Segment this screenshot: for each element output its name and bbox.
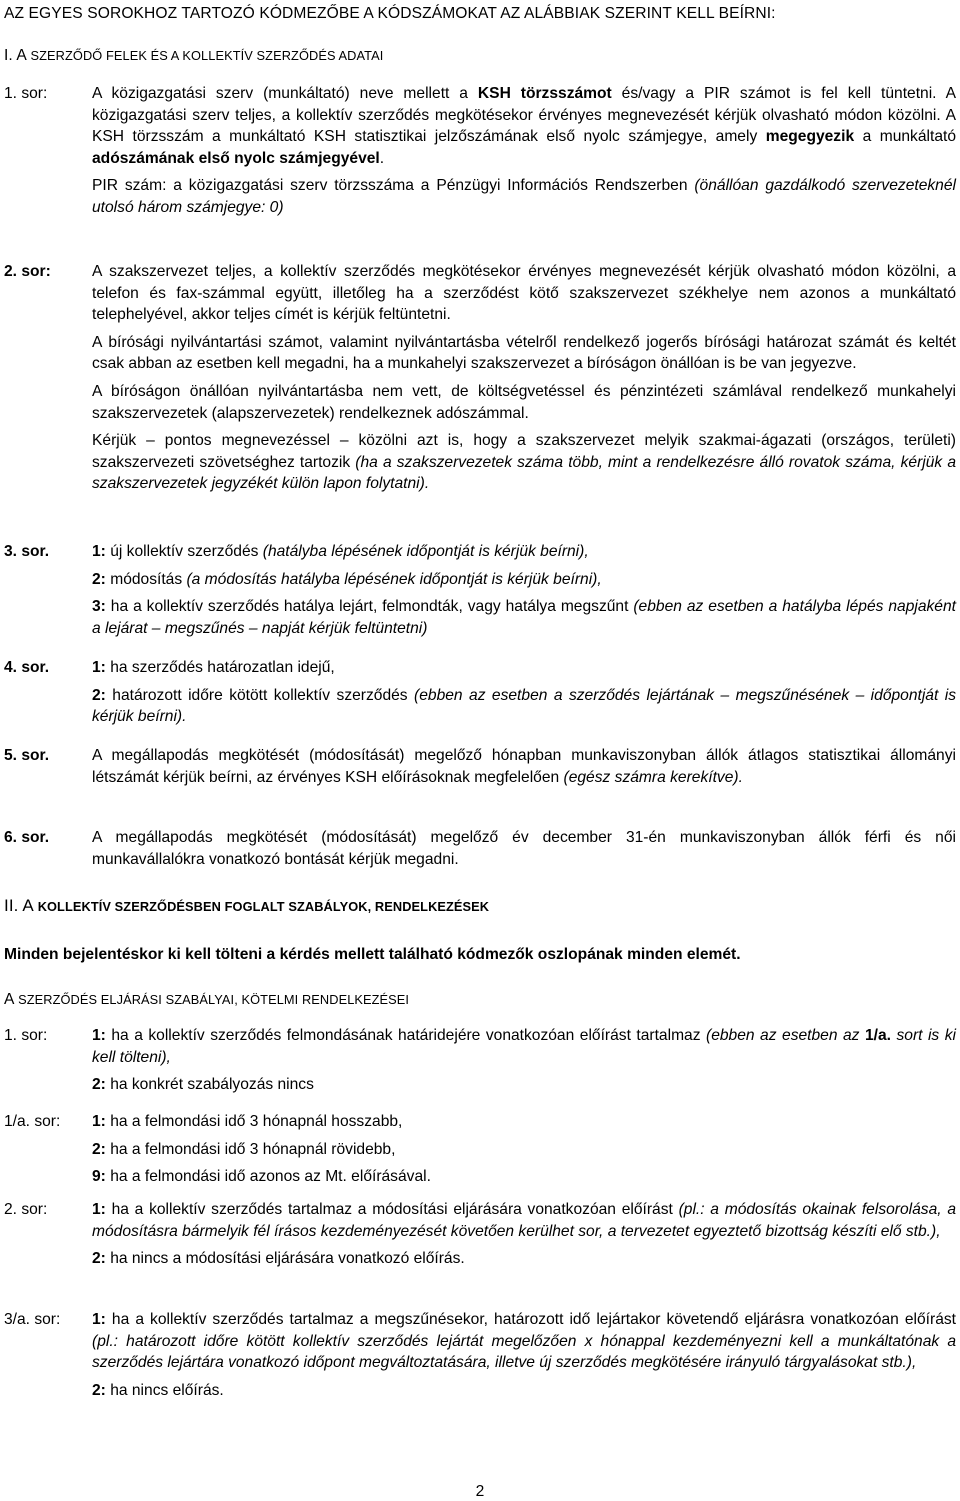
section-2-rest: KOLLEKTÍV SZERZŐDÉSBEN FOGLALT SZABÁLYOK, RENDELKEZÉSEK (37, 899, 490, 914)
section-2-row-2-option-2: 2: ha nincs a módosítási eljárására vonatkozó előírás. (92, 1250, 465, 1268)
row-2-paragraph-2: A bírósági nyilvántartási számot, valamint nyilvántartásba vételről rendelkező jogerős bírósági határozat számát és keltét csak abban az esetben kell megadni, ha a munkahelyi szakszervezet a bíróságon önállóan is be van jegyezve. (92, 333, 956, 373)
section-1-title (4, 46, 956, 66)
section-2-row-1-option-2: 2: ha konkrét szabályozás nincs (92, 1076, 314, 1094)
section-2-instruction-text: Minden bejelentéskor ki kell tölteni a kérdés mellett található kódmezők oszlopának minden elemét. (4, 946, 741, 963)
section-2-row-3a-option-2: 2: ha nincs előírás. (92, 1381, 224, 1399)
section-2-row-2-option-1: 1: ha a kollektív szerződés tartalmaz a módosítási eljárására vonatkozóan előírást (pl.: a módosítás okainak felsorolása, a módosításra bármelyik fél írásos kezdeményezését követően kerülhet sor, a tervezetet egyeztető bizottság készíti elő stb.), (92, 1201, 956, 1240)
row-5-paragraph: A megállapodás megkötését (módosítását) megelőző hónapban munkaviszonyban állók átlagos statisztikai állományi létszámát kérjük beírni, az érvényes KSH előírásoknak megfelelően (egész számra kerekítve). (92, 747, 956, 786)
section-2-row-1a-option-1: 1: ha a felmondási idő 3 hónapnál hosszabb, (92, 1113, 403, 1130)
row-4-label: 4. sor. (4, 659, 50, 676)
section-2-title (4, 896, 956, 917)
row-3-option-2: 2: módosítás (a módosítás hatályba lépésének időpontját is kérjük beírni), (92, 570, 602, 588)
row-5-label: 5. sor. (4, 747, 50, 764)
section-2-row-2-body (92, 1199, 956, 1270)
subsection-rest: SZERZŐDÉS ELJÁRÁSI SZABÁLYAI, KÖTELMI RENDELKEZÉSEI (18, 992, 410, 1007)
row-2-paragraph-1: A szakszervezet teljes, a kollektív szerződés megkötésekor érvényes megnevezését kérjük olvasható módon közölni, a telefon és fax-számmal együtt, illetőleg ha a szerződést kötő szakszervezet székhelye nem azonos a munkáltató telephelyével, akkor teljes címét is kérjük feltüntetni. (92, 263, 956, 324)
subsection-title (4, 990, 956, 1010)
row-1-paragraph-2: PIR szám: a közigazgatási szerv törzsszáma a Pénzügyi Információs Rendszerben (önállóan gazdálkodó szervezeteknél utolsó három számjegye: 0) (92, 177, 956, 216)
subsection-prefix: A (4, 991, 19, 1008)
section-2-row-1a-body (92, 1111, 956, 1188)
row-3-label: 3. sor. (4, 543, 50, 560)
row-3-option-3: 3: ha a kollektív szerződés hatálya lejárt, felmondták, vagy hatálya megszűnt (ebben az esetben a hatályba lépés napjaként a lejárat – megszűnés – napját kérjük feltüntetni) (92, 598, 956, 637)
row-2-paragraph-3: A bíróságon önállóan nyilvántartásba nem vett, de költségvetéssel és pénzintézeti számlával rendelkező munkahelyi szakszervezetek (alapszervezetek) rendelkeznek adószámmal. (92, 382, 956, 422)
row-4-option-2: 2: határozott időre kötött kollektív szerződés (ebben az esetben a szerződés lejártának – megszűnésének – időpontját is kérjük beírni). (92, 686, 956, 726)
row-1-paragraph-1: A közigazgatási szerv (munkáltató) neve mellett a KSH törzsszámot és/vagy a PIR számot is fel kell tüntetni. A közigazgatási szerv teljes, a kollektív szerződés megkötésekor érvényes megnevezését kérjük olvasható módon közölni. A KSH törzsszám a munkáltató KSH statisztikai jelzőszámának első nyolc számjegye, amely megegyezik a munkáltató adószámának első nyolc számjegyével. (92, 85, 956, 167)
row-3-body (92, 541, 956, 639)
row-1-label: 1. sor: (4, 85, 48, 102)
instruction-header (4, 4, 956, 24)
row-2-paragraph-4: Kérjük – pontos megnevezéssel – közölni azt is, hogy a szakszervezet melyik szakmai-ágazati (országos, területi) szakszervezeti szövetséghez tartozik (ha a szakszervezetek száma több, mint a rendelkezésre álló rovatok száma, kérjük a szakszervezetek jegyzékét külön lapon folytatni). (92, 432, 956, 493)
row-2-label: 2. sor: (4, 263, 51, 280)
section-2-row-1a-option-2: 2: ha a felmondási idő 3 hónapnál rövidebb, (92, 1140, 396, 1158)
instruction-header-text: AZ EGYES SOROKHOZ TARTOZÓ KÓDMEZŐBE A KÓDSZÁMOKAT AZ ALÁBBIAK SZERINT KELL BEÍRNI: (4, 5, 776, 22)
section-2-row-1a-option-3: 9: ha a felmondási idő azonos az Mt. előírásával. (92, 1168, 431, 1186)
section-2-row-1-label: 1. sor: (4, 1027, 48, 1044)
section-2-row-3a-body (92, 1309, 956, 1401)
row-3-option-1: 1: új kollektív szerződés (hatályba lépésének időpontját is kérjük beírni), (92, 543, 589, 560)
section-2-row-1-option-1: 1: ha a kollektív szerződés felmondásának határidejére vonatkozóan előírást tartalmaz (ebben az esetben az 1/a. sort is ki kell tölteni), (92, 1027, 956, 1066)
section-1-rest: SZERZŐDŐ FELEK ÉS A KOLLEKTÍV SZERZŐDÉS ADATAI (30, 48, 384, 63)
row-6-label: 6. sor. (4, 829, 50, 846)
row-4-body (92, 657, 956, 728)
row-6-body (92, 827, 956, 870)
row-4-option-1: 1: ha szerződés határozatlan idejű, (92, 659, 335, 676)
row-2-body (92, 261, 956, 495)
section-2-row-2-label: 2. sor: (4, 1201, 48, 1218)
row-6-paragraph: A megállapodás megkötését (módosítását) megelőző év december 31-én munkaviszonyban állók férfi és női munkavállalókra vonatkozó bontását kérjük megadni. (92, 829, 956, 868)
section-2-row-1a-label: 1/a. sor: (4, 1113, 61, 1130)
section-2-row-3a-option-1: 1: ha a kollektív szerződés tartalmaz a megszűnésekor, határozott idő lejártakor követendő eljárásra vonatkozóan előírást (pl.: határozott időre kötött kollektív szerződés lejártát megelőzően x hónappal kezdeményezni kell a munkáltatónak a szerződés lejártára vonatkozó időpont megváltoztatására, illetve új szerződés megkötésére irányuló tárgyalásokat stb.), (92, 1311, 956, 1372)
section-2-row-1-body (92, 1025, 956, 1096)
section-2-prefix: II. A (4, 896, 38, 915)
section-2-instruction (4, 945, 956, 965)
row-1-body (92, 83, 956, 219)
row-5-body (92, 745, 956, 788)
section-2-row-3a-label: 3/a. sor: (4, 1311, 61, 1328)
page-number: 2 (475, 1483, 485, 1500)
section-1-prefix: I. A (4, 47, 31, 64)
